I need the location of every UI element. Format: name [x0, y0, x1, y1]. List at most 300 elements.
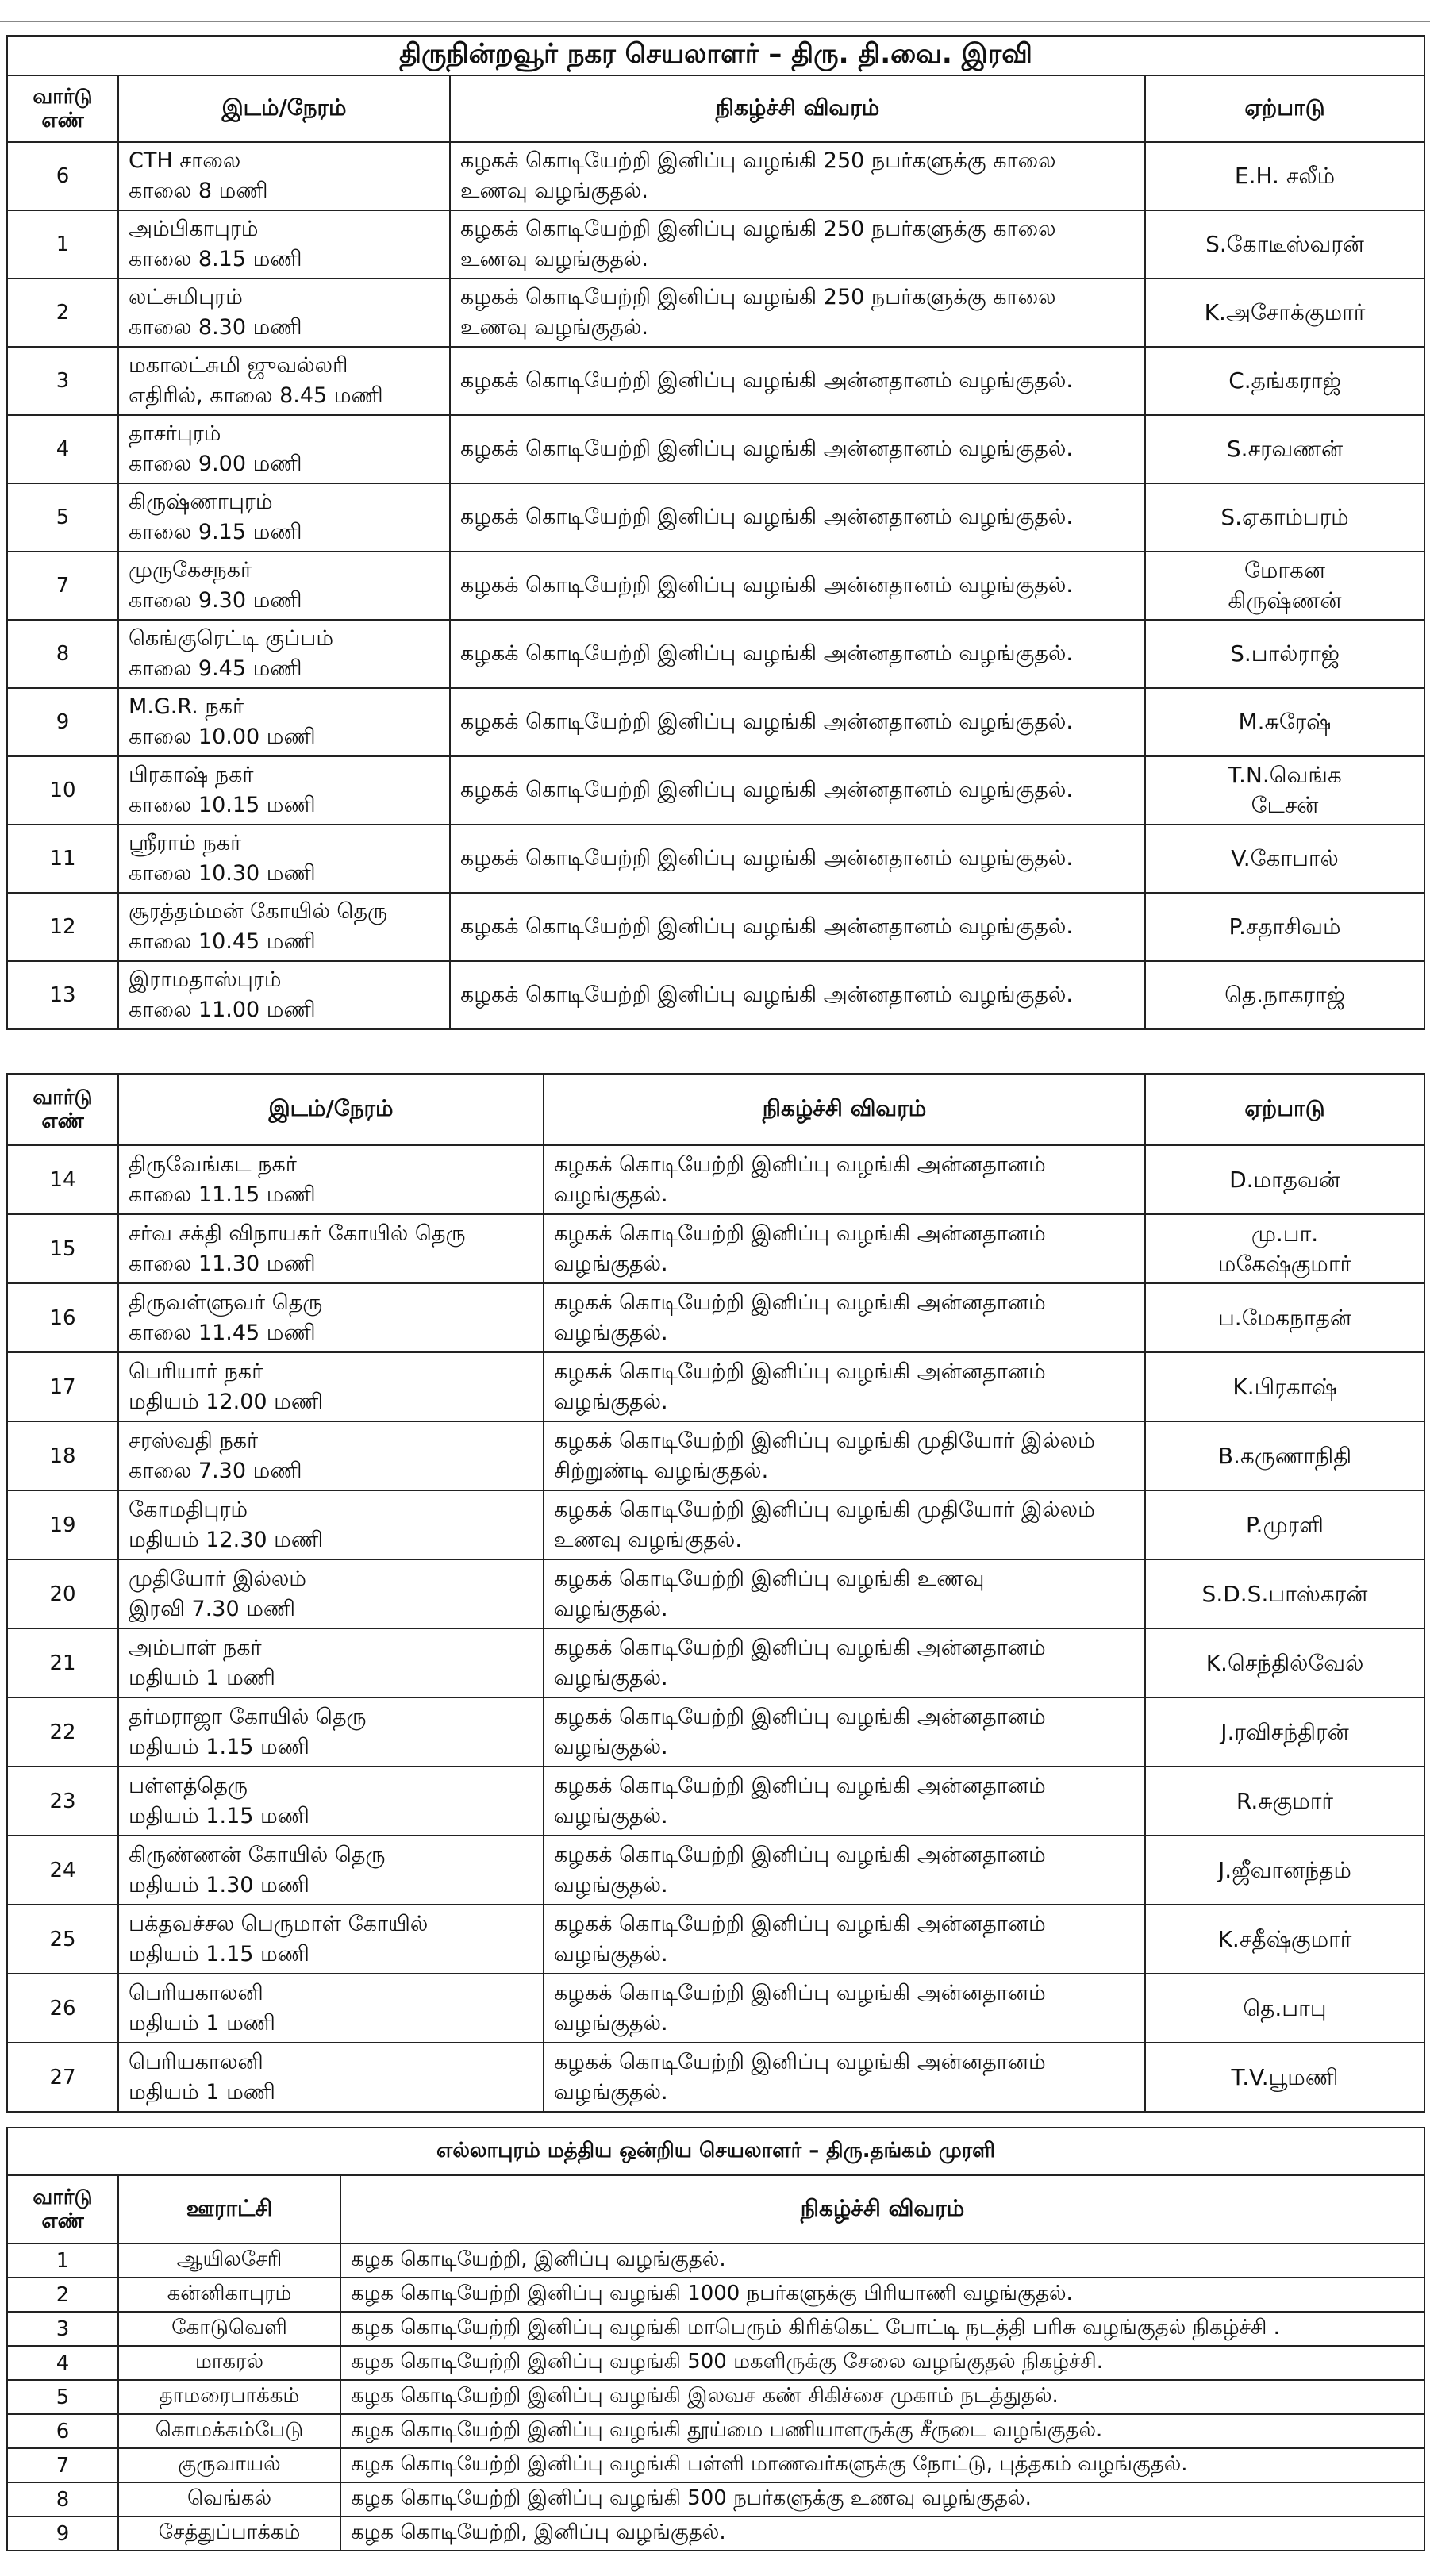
- table-row: [7, 2414, 1424, 2448]
- event-description-cell: [450, 961, 1145, 1029]
- event-time: காலை 10.15 மணி: [129, 793, 316, 817]
- organizer-name: D.மாதவன்: [1229, 1166, 1340, 1193]
- event-description-line: கழகக் கொடியேற்றி இனிப்பு வழங்கி அன்னதானம்: [554, 1773, 1046, 1798]
- event-description-line: கழகக் கொடியேற்றி இனிப்பு வழங்கி அன்னதானம் வழங்குதல்.: [460, 914, 1073, 939]
- event-time: காலை 8.15 மணி: [129, 247, 302, 271]
- place-time-cell: [118, 1421, 544, 1490]
- organizer-name: மகேஷ்குமார்: [1217, 1250, 1352, 1277]
- table-row: [7, 1490, 1424, 1559]
- ward-number: 20: [7, 1559, 118, 1628]
- ward-number: 6: [7, 2414, 118, 2448]
- event-description-line: உணவு வழங்குதல்.: [460, 179, 648, 203]
- schedule-table-1: [6, 35, 1425, 1030]
- place-time-cell: [118, 1145, 544, 1214]
- event-description-line: கழகக் கொடியேற்றி இனிப்பு வழங்கி அன்னதானம் வழங்குதல்.: [460, 573, 1073, 598]
- organizer-cell: [1145, 279, 1424, 347]
- table-row: [7, 1836, 1424, 1905]
- organizer-cell: [1145, 1767, 1424, 1836]
- organizer-cell: [1145, 483, 1424, 552]
- table-row: [7, 210, 1424, 279]
- organizer-cell: [1145, 893, 1424, 961]
- event-description: கழக கொடியேற்றி, இனிப்பு வழங்குதல்.: [340, 2243, 1424, 2278]
- event-description-cell: [544, 1559, 1145, 1628]
- table-row: [7, 1628, 1424, 1697]
- event-description-cell: [450, 552, 1145, 620]
- place-name: ஸ்ரீராம் நகர்: [129, 831, 242, 855]
- ward-number: 22: [7, 1697, 118, 1767]
- ward-number: 2: [7, 2278, 118, 2312]
- organizer-name: S.சரவணன்: [1226, 436, 1344, 462]
- event-time: மதியம் 1.15 மணி: [129, 1803, 309, 1828]
- place-name: பெரியகாலனி: [129, 2049, 263, 2074]
- event-description-line: வழங்குதல்.: [554, 1872, 668, 1897]
- place-name: முருகேசநகர்: [129, 558, 252, 582]
- event-description-line: கழகக் கொடியேற்றி இனிப்பு வழங்கி அன்னதானம்: [554, 1980, 1046, 2005]
- header-panchayat: ஊராட்சி: [118, 2175, 340, 2243]
- place-time-cell: [118, 279, 450, 347]
- event-description-cell: [544, 1283, 1145, 1352]
- organizer-name: S.ஏகாம்பரம்: [1220, 504, 1349, 530]
- event-description-cell: [450, 483, 1145, 552]
- event-description-cell: [450, 210, 1145, 279]
- event-description-cell: [544, 1490, 1145, 1559]
- ward-number: 24: [7, 1836, 118, 1905]
- table-row: [7, 2243, 1424, 2278]
- place-name: இராமதாஸ்புரம்: [129, 967, 282, 992]
- organizer-name: V.கோபால்: [1231, 845, 1339, 871]
- event-time: காலை 10.30 மணி: [129, 861, 316, 886]
- event-description: கழக கொடியேற்றி இனிப்பு வழங்கி 1000 நபர்களுக்கு பிரியாணி வழங்குதல்.: [340, 2278, 1424, 2312]
- table-row: [7, 1767, 1424, 1836]
- event-description-line: வழங்குதல்.: [554, 2079, 668, 2105]
- ward-number: 17: [7, 1352, 118, 1421]
- event-time: மதியம் 12.00 மணி: [129, 1389, 324, 1414]
- header-place: இடம்/நேரம்: [118, 1074, 544, 1145]
- event-description-cell: [450, 688, 1145, 756]
- event-description-line: கழகக் கொடியேற்றி இனிப்பு வழங்கி அன்னதானம்: [554, 2049, 1046, 2074]
- table-row: [7, 1214, 1424, 1283]
- table-row: [7, 620, 1424, 688]
- table-row: [7, 2380, 1424, 2414]
- place-time-cell: [118, 1490, 544, 1559]
- place-time-cell: [118, 1559, 544, 1628]
- organizer-cell: [1145, 347, 1424, 415]
- event-description-line: கழகக் கொடியேற்றி இனிப்பு வழங்கி 250 நபர்களுக்கு காலை: [460, 217, 1056, 241]
- table-row: [7, 1905, 1424, 1974]
- event-description-line: கழகக் கொடியேற்றி இனிப்பு வழங்கி 250 நபர்களுக்கு காலை: [460, 285, 1056, 310]
- organizer-cell: [1145, 552, 1424, 620]
- organizer-name: தெ.பாபு: [1243, 1994, 1327, 2021]
- event-description-cell: [544, 1214, 1145, 1283]
- event-description-cell: [544, 1905, 1145, 1974]
- event-time: மதியம் 1 மணி: [129, 2079, 275, 2105]
- event-description-line: வழங்குதல்.: [554, 1665, 668, 1690]
- panchayat-name: கோடுவெளி: [118, 2312, 340, 2346]
- event-time: மதியம் 1.15 மணி: [129, 1734, 309, 1759]
- ward-number: 13: [7, 961, 118, 1029]
- table-row: [7, 483, 1424, 552]
- event-description-line: கழகக் கொடியேற்றி இனிப்பு வழங்கி அன்னதானம் வழங்குதல்.: [460, 641, 1073, 666]
- organizer-cell: [1145, 415, 1424, 483]
- event-description: கழக கொடியேற்றி இனிப்பு வழங்கி பள்ளி மாணவர்களுக்கு நோட்டு, புத்தகம் வழங்குதல்.: [340, 2448, 1424, 2482]
- event-time: காலை 9.30 மணி: [129, 588, 302, 613]
- event-time: இரவி 7.30 மணி: [129, 1596, 296, 1621]
- place-name: அம்பாள் நகர்: [129, 1635, 262, 1660]
- event-description-cell: [544, 1421, 1145, 1490]
- event-description-line: கழகக் கொடியேற்றி இனிப்பு வழங்கி அன்னதானம் வழங்குதல்.: [460, 436, 1073, 461]
- event-time: காலை 8 மணி: [129, 179, 268, 203]
- ward-number: 27: [7, 2043, 118, 2112]
- event-description-line: வழங்குதல்.: [554, 1596, 668, 1621]
- event-description-cell: [544, 1145, 1145, 1214]
- organizer-cell: [1145, 1836, 1424, 1905]
- organizer-name: தெ.நாகராஜ்: [1224, 982, 1345, 1008]
- event-description-line: வழங்குதல்.: [554, 1251, 668, 1276]
- organizer-name: T.N.வெங்க: [1228, 762, 1342, 788]
- event-description-cell: [450, 825, 1145, 893]
- organizer-name: T.V.பூமணி: [1231, 2063, 1339, 2090]
- place-name: M.G.R. நகர்: [129, 694, 244, 719]
- section3-title: எல்லாபுரம் மத்திய ஒன்றிய செயலாளர் – திரு.தங்கம் முரளி: [7, 2128, 1424, 2175]
- table-row: [7, 1421, 1424, 1490]
- event-time: காலை 11.00 மணி: [129, 998, 316, 1022]
- ward-number: 1: [7, 2243, 118, 2278]
- event-description-line: வழங்குதல்.: [554, 1734, 668, 1759]
- table-row: [7, 2516, 1424, 2551]
- table-row: [7, 2043, 1424, 2112]
- event-description-line: கழகக் கொடியேற்றி இனிப்பு வழங்கி அன்னதானம்: [554, 1635, 1046, 1660]
- organizer-name: P.முரளி: [1246, 1511, 1324, 1538]
- event-description-line: வழங்குதல்.: [554, 1803, 668, 1828]
- ward-number: 3: [7, 347, 118, 415]
- event-description-line: வழங்குதல்.: [554, 2010, 668, 2036]
- ward-number: 5: [7, 2380, 118, 2414]
- event-time: மதியம் 1 மணி: [129, 2010, 275, 2036]
- organizer-name: C.தங்கராஜ்: [1228, 367, 1341, 394]
- event-description-cell: [544, 1767, 1145, 1836]
- panchayat-name: குருவாயல்: [118, 2448, 340, 2482]
- event-description-line: கழகக் கொடியேற்றி இனிப்பு வழங்கி அன்னதானம்: [554, 1842, 1046, 1867]
- table-row: [7, 2448, 1424, 2482]
- organizer-cell: [1145, 1145, 1424, 1214]
- panchayat-name: கொமக்கம்பேடு: [118, 2414, 340, 2448]
- table-row: [7, 2482, 1424, 2516]
- organizer-cell: [1145, 210, 1424, 279]
- place-time-cell: [118, 1767, 544, 1836]
- event-description-line: கழகக் கொடியேற்றி இனிப்பு வழங்கி அன்னதானம்: [554, 1704, 1046, 1729]
- organizer-cell: [1145, 1697, 1424, 1767]
- place-time-cell: [118, 347, 450, 415]
- table-row: [7, 688, 1424, 756]
- ward-number: 6: [7, 142, 118, 210]
- section1-title: திருநின்றவூர் நகர செயலாளர் – திரு. தி.வை. இரவி: [7, 36, 1424, 75]
- organizer-name: டேசன்: [1251, 792, 1319, 818]
- event-time: காலை 9.15 மணி: [129, 520, 302, 544]
- organizer-name: B.கருணாநிதி: [1217, 1442, 1352, 1469]
- event-description-line: கழகக் கொடியேற்றி இனிப்பு வழங்கி அன்னதானம்: [554, 1290, 1046, 1315]
- header-desc: நிகழ்ச்சி விவரம்: [544, 1074, 1145, 1145]
- ward-number: 8: [7, 2482, 118, 2516]
- organizer-name: K.பிரகாஷ்: [1232, 1373, 1337, 1400]
- organizer-name: S.D.S.பாஸ்கரன்: [1201, 1580, 1368, 1607]
- table-row: [7, 1145, 1424, 1214]
- place-name: கிருண்ணன் கோயில் தெரு: [129, 1842, 386, 1867]
- place-name: தாசர்புரம்: [129, 421, 221, 446]
- event-time: காலை 10.00 மணி: [129, 725, 316, 749]
- place-time-cell: [118, 2043, 544, 2112]
- place-name: பிரகாஷ் நகர்: [129, 763, 254, 787]
- organizer-cell: [1145, 2043, 1424, 2112]
- place-time-cell: [118, 1214, 544, 1283]
- organizer-name: J.ஜீவானந்தம்: [1218, 1856, 1351, 1883]
- ward-number: 3: [7, 2312, 118, 2346]
- header-organizer: ஏற்பாடு: [1145, 75, 1424, 142]
- place-name: முதியோர் இல்லம்: [129, 1566, 307, 1591]
- event-description-line: கழகக் கொடியேற்றி இனிப்பு வழங்கி அன்னதானம்: [554, 1911, 1046, 1936]
- event-description-line: கழகக் கொடியேற்றி இனிப்பு வழங்கி அன்னதானம் வழங்குதல்.: [460, 778, 1073, 802]
- place-name: திருவள்ளுவர் தெரு: [129, 1290, 323, 1315]
- event-description-line: கழகக் கொடியேற்றி இனிப்பு வழங்கி அன்னதானம் வழங்குதல்.: [460, 505, 1073, 529]
- ward-number: 2: [7, 279, 118, 347]
- organizer-cell: [1145, 1559, 1424, 1628]
- event-time: காலை 9.00 மணி: [129, 452, 302, 476]
- ward-number: 26: [7, 1974, 118, 2043]
- event-description-line: கழகக் கொடியேற்றி இனிப்பு வழங்கி உணவு: [554, 1566, 985, 1591]
- event-time: காலை 10.45 மணி: [129, 929, 316, 954]
- event-time: காலை 8.30 மணி: [129, 315, 302, 340]
- organizer-cell: [1145, 142, 1424, 210]
- organizer-cell: [1145, 1283, 1424, 1352]
- place-name: லட்சுமிபுரம்: [129, 285, 243, 310]
- place-time-cell: [118, 552, 450, 620]
- event-description: கழக கொடியேற்றி, இனிப்பு வழங்குதல்.: [340, 2516, 1424, 2551]
- event-time: மதியம் 1.15 மணி: [129, 1941, 309, 1967]
- event-description: கழக கொடியேற்றி இனிப்பு வழங்கி 500 மகளிருக்கு சேலை வழங்குதல் நிகழ்ச்சி.: [340, 2346, 1424, 2380]
- event-description-cell: [544, 1352, 1145, 1421]
- schedule-table-3: [6, 2127, 1425, 2551]
- place-time-cell: [118, 1697, 544, 1767]
- panchayat-name: வெங்கல்: [118, 2482, 340, 2516]
- organizer-name: P.சதாசிவம்: [1228, 913, 1341, 940]
- place-name: தர்மராஜா கோயில் தெரு: [129, 1704, 367, 1729]
- organizer-name: K.அசோக்குமார்: [1204, 299, 1366, 325]
- place-name: சரஸ்வதி நகர்: [129, 1428, 259, 1453]
- event-description-cell: [544, 1628, 1145, 1697]
- ward-number: 21: [7, 1628, 118, 1697]
- organizer-name: M.சுரேஷ்: [1238, 709, 1332, 735]
- organizer-cell: [1145, 1421, 1424, 1490]
- table-row: [7, 1352, 1424, 1421]
- place-name: கோமதிபுரம்: [129, 1497, 248, 1522]
- event-description: கழக கொடியேற்றி இனிப்பு வழங்கி மாபெரும் கிரிக்கெட் போட்டி நடத்தி பரிசு வழங்குதல் நிகழ்ச்சி .: [340, 2312, 1424, 2346]
- ward-number: 7: [7, 552, 118, 620]
- place-name: பெரியகாலனி: [129, 1980, 263, 2005]
- event-description-line: கழகக் கொடியேற்றி இனிப்பு வழங்கி முதியோர் இல்லம்: [554, 1497, 1095, 1522]
- event-description-line: கழகக் கொடியேற்றி இனிப்பு வழங்கி அன்னதானம்: [554, 1221, 1046, 1246]
- place-name: பக்தவச்சல பெருமாள் கோயில்: [129, 1911, 429, 1936]
- table-row: [7, 1697, 1424, 1767]
- ward-number: 1: [7, 210, 118, 279]
- event-description-line: வழங்குதல்.: [554, 1941, 668, 1967]
- organizer-cell: [1145, 1905, 1424, 1974]
- table-row: [7, 1283, 1424, 1352]
- organizer-cell: [1145, 1974, 1424, 2043]
- organizer-name: மு.பா.: [1251, 1220, 1319, 1247]
- table-row: [7, 2312, 1424, 2346]
- event-description-line: கழகக் கொடியேற்றி இனிப்பு வழங்கி அன்னதானம்: [554, 1152, 1046, 1177]
- ward-number: 19: [7, 1490, 118, 1559]
- panchayat-name: மாகரல்: [118, 2346, 340, 2380]
- header-ward: வார்டு எண்: [7, 75, 118, 142]
- ward-number: 4: [7, 415, 118, 483]
- event-description-line: கழகக் கொடியேற்றி இனிப்பு வழங்கி அன்னதானம் வழங்குதல்.: [460, 846, 1073, 871]
- event-time: மதியம் 12.30 மணி: [129, 1527, 324, 1552]
- event-description-line: கழகக் கொடியேற்றி இனிப்பு வழங்கி அன்னதானம்: [554, 1359, 1046, 1384]
- organizer-cell: [1145, 961, 1424, 1029]
- event-description-cell: [450, 893, 1145, 961]
- place-time-cell: [118, 961, 450, 1029]
- event-description-cell: [544, 1836, 1145, 1905]
- place-time-cell: [118, 1905, 544, 1974]
- ward-number: 11: [7, 825, 118, 893]
- event-description: கழக கொடியேற்றி இனிப்பு வழங்கி இலவச கண் சிகிச்சை முகாம் நடத்துதல்.: [340, 2380, 1424, 2414]
- event-description-cell: [450, 142, 1145, 210]
- panchayat-name: கன்னிகாபுரம்: [118, 2278, 340, 2312]
- ward-number: 18: [7, 1421, 118, 1490]
- event-description-line: கழகக் கொடியேற்றி இனிப்பு வழங்கி முதியோர் இல்லம்: [554, 1428, 1095, 1453]
- event-description: கழக கொடியேற்றி இனிப்பு வழங்கி தூய்மை பணியாளருக்கு சீருடை வழங்குதல்.: [340, 2414, 1424, 2448]
- ward-number: 10: [7, 756, 118, 825]
- place-time-cell: [118, 210, 450, 279]
- ward-number: 23: [7, 1767, 118, 1836]
- place-time-cell: [118, 825, 450, 893]
- organizer-name: S.கோடீஸ்வரன்: [1205, 231, 1364, 257]
- event-time: காலை 11.45 மணி: [129, 1320, 316, 1345]
- event-description-line: கழகக் கொடியேற்றி இனிப்பு வழங்கி அன்னதானம் வழங்குதல்.: [460, 709, 1073, 734]
- place-time-cell: [118, 1974, 544, 2043]
- organizer-name: J.ரவிசந்திரன்: [1220, 1718, 1349, 1745]
- place-name: சர்வ சக்தி விநாயகர் கோயில் தெரு: [129, 1221, 466, 1246]
- organizer-cell: [1145, 688, 1424, 756]
- event-description-cell: [450, 279, 1145, 347]
- place-time-cell: [118, 415, 450, 483]
- event-description-cell: [544, 2043, 1145, 2112]
- place-time-cell: [118, 893, 450, 961]
- event-description-line: வழங்குதல்.: [554, 1182, 668, 1207]
- panchayat-name: ஆயிலசேரி: [118, 2243, 340, 2278]
- organizer-name: K.சதீஷ்குமார்: [1217, 1925, 1352, 1952]
- event-time: மதியம் 1.30 மணி: [129, 1872, 309, 1897]
- ward-number: 5: [7, 483, 118, 552]
- place-time-cell: [118, 1283, 544, 1352]
- organizer-cell: [1145, 1628, 1424, 1697]
- place-name: அம்பிகாபுரம்: [129, 217, 259, 241]
- header-ward: வார்டு எண்: [7, 2175, 118, 2243]
- event-time: காலை 11.30 மணி: [129, 1251, 316, 1276]
- ward-number: 12: [7, 893, 118, 961]
- event-description-line: சிற்றுண்டி வழங்குதல்.: [554, 1458, 769, 1483]
- event-description-cell: [450, 620, 1145, 688]
- schedule-table-2: [6, 1073, 1425, 2113]
- table-row: [7, 347, 1424, 415]
- event-time: மதியம் 1 மணி: [129, 1665, 275, 1690]
- event-description-line: வழங்குதல்.: [554, 1389, 668, 1414]
- place-name: மகாலட்சுமி ஜுவல்லரி: [129, 353, 348, 378]
- place-name: பள்ளத்தெரு: [129, 1773, 248, 1798]
- table-row: [7, 825, 1424, 893]
- header-organizer: ஏற்பாடு: [1145, 1074, 1424, 1145]
- table-row: [7, 279, 1424, 347]
- place-time-cell: [118, 756, 450, 825]
- place-time-cell: [118, 620, 450, 688]
- place-name: CTH சாலை: [129, 148, 241, 173]
- ward-number: 9: [7, 2516, 118, 2551]
- table-row: [7, 1559, 1424, 1628]
- table-row: [7, 552, 1424, 620]
- place-time-cell: [118, 483, 450, 552]
- table-row: [7, 1974, 1424, 2043]
- organizer-name: ப.மேகநாதன்: [1217, 1304, 1352, 1331]
- ward-number: 7: [7, 2448, 118, 2482]
- place-name: கெங்குரெட்டி குப்பம்: [129, 626, 334, 651]
- header-desc: நிகழ்ச்சி விவரம்: [450, 75, 1145, 142]
- place-name: கிருஷ்ணாபுரம்: [129, 490, 273, 514]
- event-description-cell: [544, 1697, 1145, 1767]
- event-time: காலை 11.15 மணி: [129, 1182, 316, 1207]
- organizer-cell: [1145, 1490, 1424, 1559]
- table-row: [7, 2278, 1424, 2312]
- event-description: கழக கொடியேற்றி இனிப்பு வழங்கி 500 நபர்களுக்கு உணவு வழங்குதல்.: [340, 2482, 1424, 2516]
- organizer-name: மோகன: [1244, 557, 1326, 583]
- event-description-line: உணவு வழங்குதல்.: [554, 1527, 742, 1552]
- place-time-cell: [118, 1836, 544, 1905]
- ward-number: 14: [7, 1145, 118, 1214]
- place-name: சூரத்தம்மன் கோயில் தெரு: [129, 899, 388, 924]
- ward-number: 8: [7, 620, 118, 688]
- organizer-cell: [1145, 1214, 1424, 1283]
- ward-number: 9: [7, 688, 118, 756]
- header-place: இடம்/நேரம்: [118, 75, 450, 142]
- event-description-line: கழகக் கொடியேற்றி இனிப்பு வழங்கி அன்னதானம் வழங்குதல்.: [460, 982, 1073, 1007]
- event-time: காலை 9.45 மணி: [129, 656, 302, 681]
- event-description-line: உணவு வழங்குதல்.: [460, 247, 648, 271]
- header-desc: நிகழ்ச்சி விவரம்: [340, 2175, 1424, 2243]
- event-description-cell: [544, 1974, 1145, 2043]
- table-row: [7, 415, 1424, 483]
- header-ward: வார்டு எண்: [7, 1074, 118, 1145]
- place-name: பெரியார் நகர்: [129, 1359, 263, 1384]
- panchayat-name: தாமரைபாக்கம்: [118, 2380, 340, 2414]
- organizer-name: K.செந்தில்வேல்: [1205, 1649, 1364, 1676]
- ward-number: 15: [7, 1214, 118, 1283]
- event-description-line: உணவு வழங்குதல்.: [460, 315, 648, 340]
- place-time-cell: [118, 688, 450, 756]
- place-time-cell: [118, 142, 450, 210]
- table-row: [7, 893, 1424, 961]
- organizer-cell: [1145, 1352, 1424, 1421]
- table-row: [7, 756, 1424, 825]
- panchayat-name: சேத்துப்பாக்கம்: [118, 2516, 340, 2551]
- organizer-cell: [1145, 825, 1424, 893]
- event-description-cell: [450, 756, 1145, 825]
- organizer-name: கிருஷ்ணன்: [1228, 587, 1342, 613]
- organizer-name: S.பால்ராஜ்: [1230, 640, 1340, 667]
- ward-number: 25: [7, 1905, 118, 1974]
- event-description-line: கழகக் கொடியேற்றி இனிப்பு வழங்கி 250 நபர்களுக்கு காலை: [460, 148, 1056, 173]
- event-description-line: வழங்குதல்.: [554, 1320, 668, 1345]
- table-row: [7, 142, 1424, 210]
- event-time: எதிரில், காலை 8.45 மணி: [129, 383, 383, 408]
